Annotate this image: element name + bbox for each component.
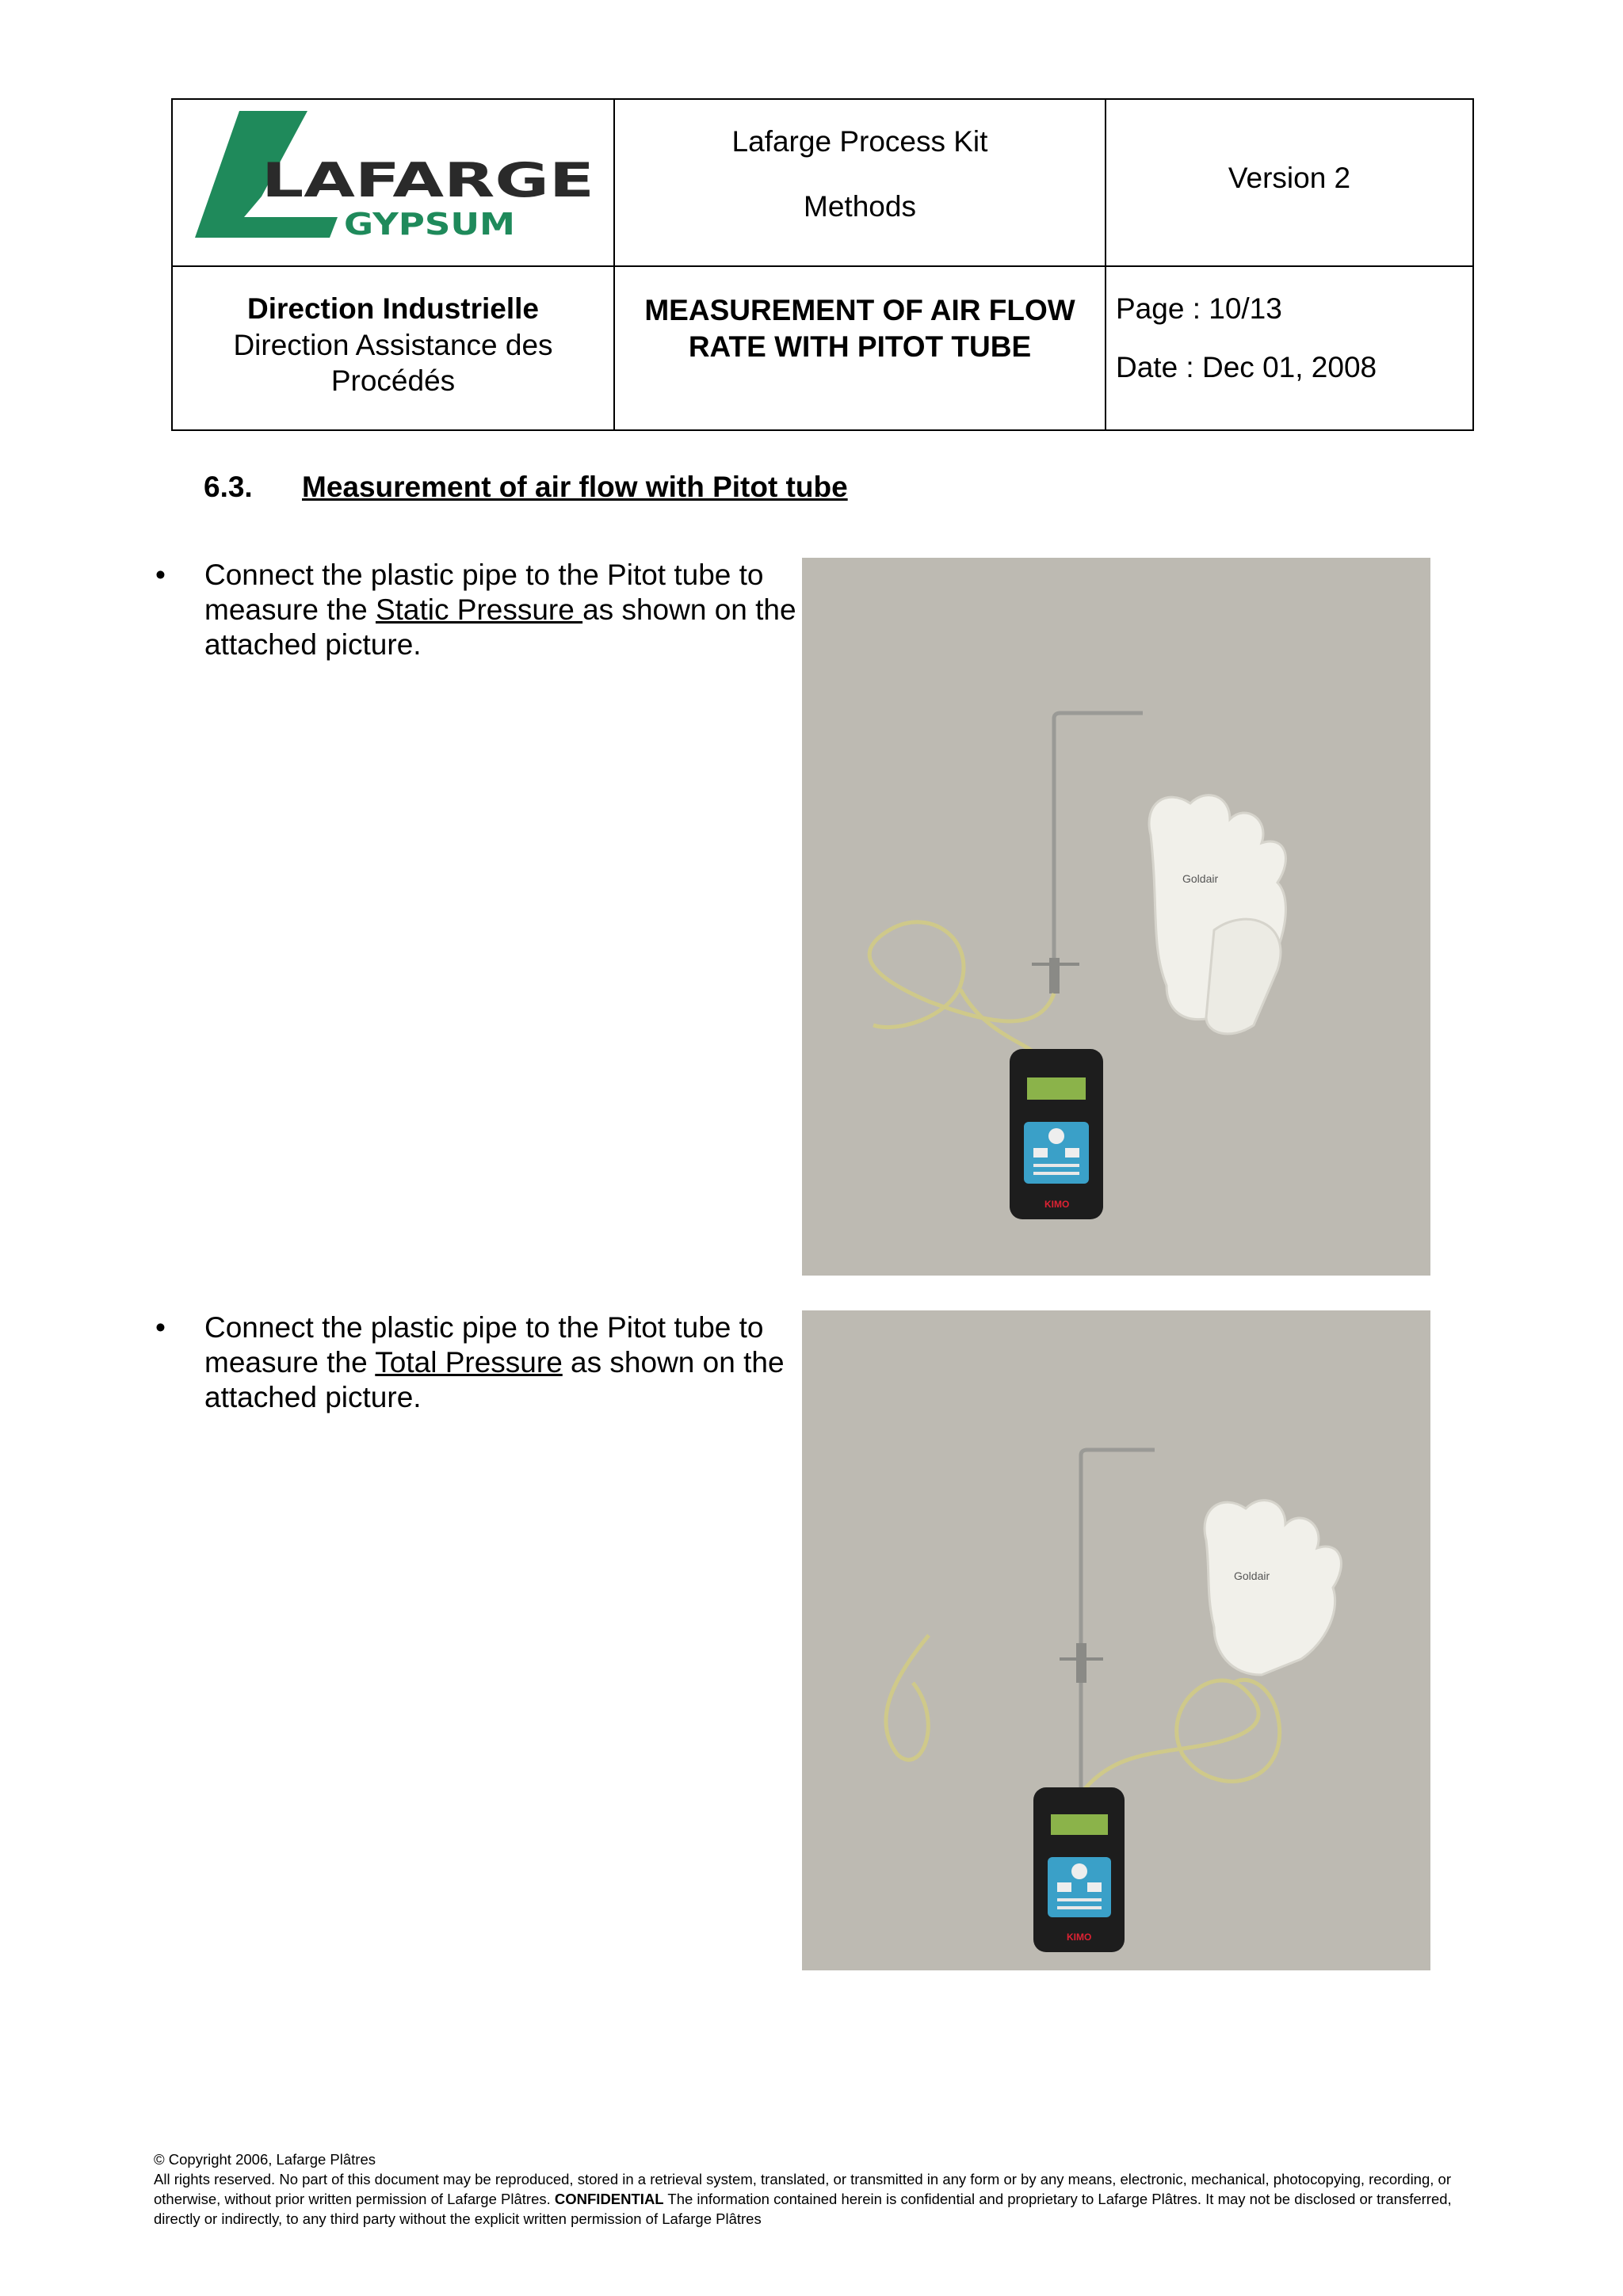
doc-title-cell xyxy=(614,266,1106,430)
doc-title-line-1: MEASUREMENT OF AIR FLOW xyxy=(644,294,1075,326)
manometer-device xyxy=(1010,1049,1103,1219)
kit-cell xyxy=(614,99,1106,266)
version-cell xyxy=(1106,99,1473,266)
footer-confidential-text: The information contained herein is confidential and proprietary to Lafarge Plâtres. It may not be disclosed or transferred, directly or indirectly, to any third party without the explicit written permission of Lafarge Plâtres xyxy=(154,2191,1452,2227)
logo-sub-text: GYPSUM xyxy=(344,207,515,242)
photo-total-pressure xyxy=(802,1310,1430,1970)
direction-title: Direction Industrielle xyxy=(246,292,539,325)
logo-brand-text: LAFARGE xyxy=(262,153,594,208)
kit-subtitle: Methods xyxy=(804,190,916,223)
page-date-cell xyxy=(1106,266,1473,430)
manometer-device xyxy=(1033,1787,1125,1952)
svg-text:Goldair: Goldair xyxy=(1182,872,1219,885)
total-pressure-term: Total Pressure xyxy=(375,1346,563,1379)
logo-cell xyxy=(172,99,614,266)
doc-date: Date : Dec 01, 2008 xyxy=(1116,351,1377,383)
header-table xyxy=(171,98,1474,431)
static-pressure-term: Static Pressure xyxy=(375,593,583,626)
svg-text:KIMO: KIMO xyxy=(1067,1932,1092,1943)
bullet-text xyxy=(204,1310,797,1415)
direction-line-1: Direction Assistance des xyxy=(233,329,553,361)
kit-title: Lafarge Process Kit xyxy=(731,125,988,158)
bullet-text-post: as shown on the attached picture. xyxy=(204,593,796,661)
photo-static-pressure xyxy=(802,558,1430,1276)
version-label: Version 2 xyxy=(1228,162,1351,194)
section-number: 6.3. xyxy=(204,471,253,503)
footer-copyright: © Copyright 2006, Lafarge Plâtres xyxy=(154,2151,376,2168)
lafarge-logo xyxy=(173,100,613,261)
direction-line-2: Procédés xyxy=(330,364,456,397)
bullet-text-post: as shown on the attached picture. xyxy=(204,1346,785,1413)
bullet-item-total xyxy=(155,1310,797,1415)
svg-text:KIMO: KIMO xyxy=(1044,1199,1070,1210)
bullet-icon: • xyxy=(155,1311,166,1344)
svg-text:Goldair: Goldair xyxy=(1234,1569,1270,1582)
bullet-text-pre: Connect the plastic pipe to the Pitot tube to measure the xyxy=(204,559,764,626)
footer-confidential: CONFIDENTIAL xyxy=(554,2191,664,2207)
footer xyxy=(154,2149,1469,2229)
bullet-text xyxy=(204,558,797,662)
doc-title-line-2: RATE WITH PITOT TUBE xyxy=(688,330,1032,363)
bullet-text-pre: Connect the plastic pipe to the Pitot tube to measure the xyxy=(204,1311,764,1379)
page-number: Page : 10/13 xyxy=(1116,292,1282,325)
footer-rights-text: All rights reserved. No part of this document may be reproduced, stored in a retrieval system, translated, or transmitted in any form or by any means, electronic, mechanical, photocopying, recording, or otherwise, without prior written permission of Lafarge Plâtres. xyxy=(154,2171,1451,2207)
bullet-icon: • xyxy=(155,559,166,591)
section-title: Measurement of air flow with Pitot tube xyxy=(302,471,848,503)
doc-title xyxy=(615,292,1105,365)
photo-total-pressure-illustration xyxy=(802,1310,1430,1970)
footer-rights xyxy=(154,2169,1469,2229)
section-heading xyxy=(204,471,848,504)
photo-static-pressure-illustration xyxy=(802,558,1430,1276)
bullet-item-static xyxy=(155,558,797,662)
direction-cell xyxy=(172,266,614,430)
